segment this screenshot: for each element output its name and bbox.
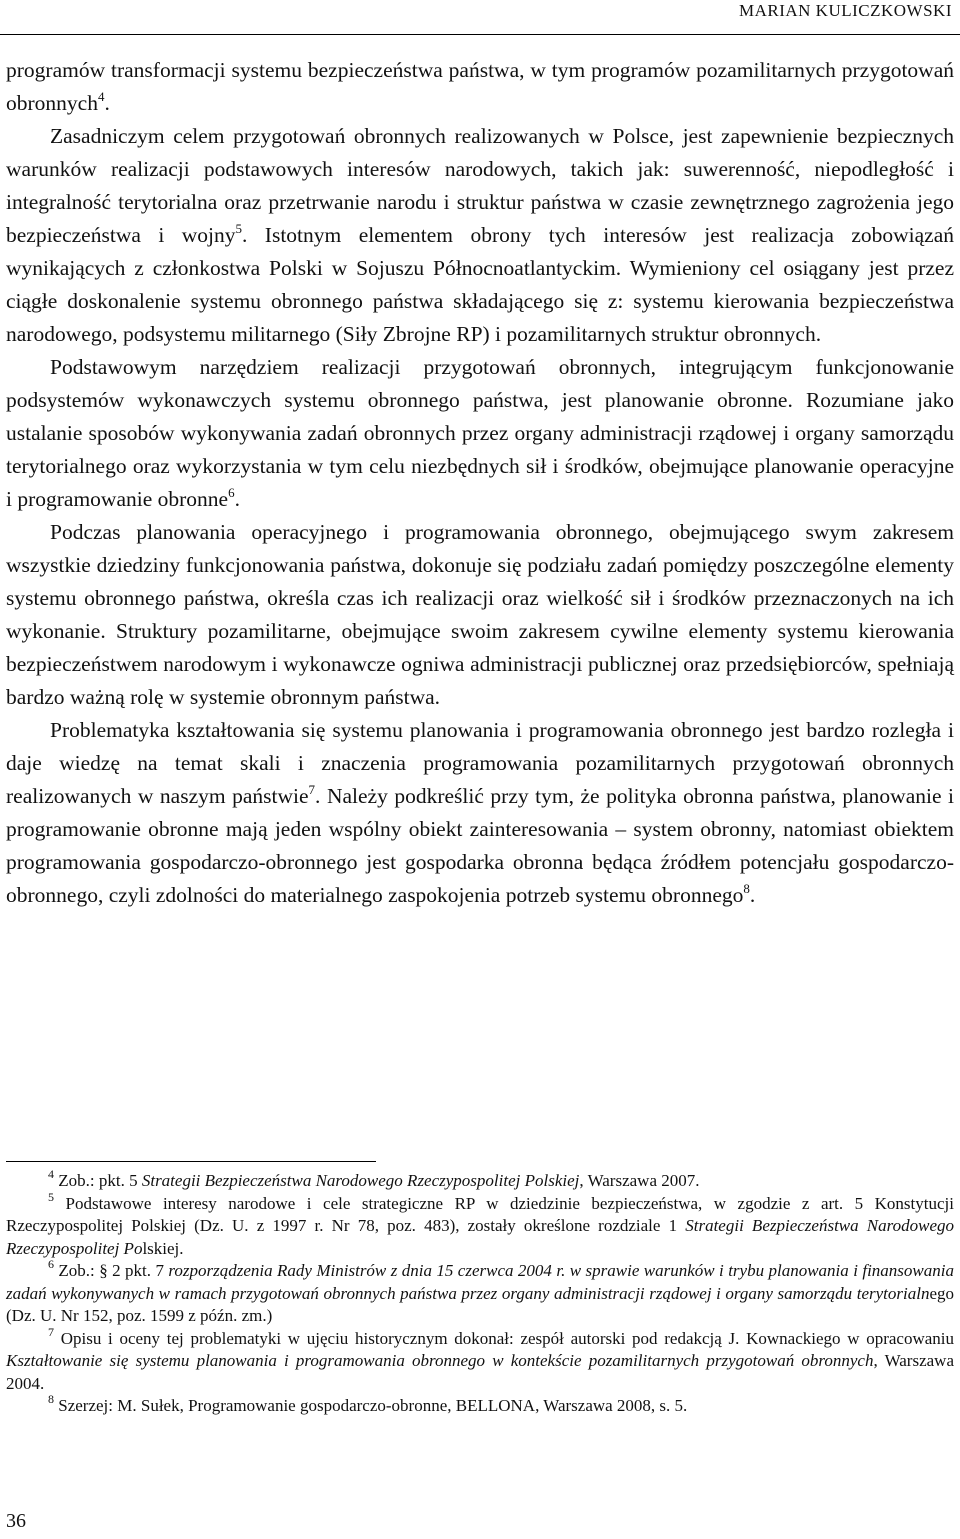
paragraph-4: Podczas planowania operacyjnego i programowania obronnego, obejmującego swym zakresem wszystkie dziedziny funkcjonowania państwa, dokonuje się podziału zadań pomiędzy poszczególne elementy systemu obronnego państwa, określa czas ich realizacji oraz wielkość sił i środków przeznaczonych na ich wykonanie. Struktury pozamilitarne, obejmujące swoim zakresem cywilne elementy systemu kierowania bezpieczeństwem narodowym i wykonawcze ogniwa administracji publicznej oraz przedsiębiorców, spełniają bardzo ważną rolę w systemie obronnym państwa. xyxy=(6,520,954,709)
page-number: 36 xyxy=(6,1510,26,1532)
paragraph-1: programów transformacji systemu bezpieczeństwa państwa, w tym programów pozamilitarnych przygotowań obronnych$^4$. xyxy=(6,58,954,115)
footnote-5: $^5$ Podstawowe interesy narodowe i cele strategiczne RP w dziedzinie bezpieczeństwa, w zgodzie z art. 5 Konstytucji Rzeczypospolitej Polskiej (Dz. U. z 1997 r. Nr 78, poz. 483), zostały określone rozdziale 1 Strategii Bezpieczeństwa Narodowego Rzeczypospolitej Polskiej. xyxy=(6,1189,954,1258)
footnote-ref-5[interactable]: 5 xyxy=(235,220,242,236)
paragraph-5: Problematyka kształtowania się systemu planowania i programowania obronnego jest bardzo rozległa i daje wiedzę na temat skali i znaczenia programowania pozamilitarnych przygotowań obronnych realizowanych w naszym państwie$^7$. Należy podkreślić przy tym, że polityka obronna państwa, planowanie i programowanie obronne mają jeden wspólny obiekt zainteresowania – system obronny, natomiast obiektem programowania gospodarczo-obronnego jest gospodarka obronna będąca źródłem potencjału gospodarczo-obronnego, czyli zdolności do materialnego zaspokojenia potrzeb systemu obronnego$^8$. xyxy=(6,718,954,907)
footnote-separator xyxy=(6,1161,376,1162)
paragraph-2: Zasadniczym celem przygotowań obronnych realizowanych w Polsce, jest zapewnienie bezpiecznych warunków realizacji podstawowych interesów narodowych, takich jak: suwerenność, niepodległość i integralność terytorialna oraz przetrwanie narodu i struktur państwa w czasie zewnętrznego zagrożenia jego bezpieczeństwa i wojny$^5$. Istotnym elementem obrony tych interesów jest realizacja zobowiązań wynikających z członkostwa Polski w Sojuszu Północnoatlantyckim. Wymieniony cel osiągany jest przez ciągłe doskonalenie systemu obronnego państwa składającego się z: systemu kierowania bezpieczeństwa narodowego, podsystemu militarnego (Siły Zbrojne RP) i pozamilitarnych struktur obronnych. xyxy=(6,124,954,346)
footnote-6: $^6$ Zob.: § 2 pkt. 7 rozporządzenia Rady Ministrów z dnia 15 czerwca 2004 r. w sprawie warunków i trybu planowania i finansowania zadań wykonywanych w ramach przygotowań obronnych państwa przez organy administracji rządowej i organy samorządu terytorialnego (Dz. U. Nr 152, poz. 1599 z późn. zm.) xyxy=(6,1257,954,1325)
footnote-7: $^7$ Opisu i oceny tej problematyki w ujęciu historycznym dokonał: zespół autorski pod redakcją J. Kownackiego w opracowaniu Kształtowanie się systemu planowania i programowania obronnego w kontekście pozamilitarnych przygotowań obronnych, Warszawa 2004. xyxy=(6,1324,954,1393)
footnote-8: $^8$ Szerzej: M. Sułek, Programowanie gospodarczo-obronne, BELLONA, Warszawa 2008, s. 5. xyxy=(48,1392,688,1415)
footnotes xyxy=(6,1167,954,1418)
footnote-ref-4[interactable]: 4 xyxy=(97,88,105,104)
footnote-4: $^4$ Zob.: pkt. 5 Strategii Bezpieczeństwa Narodowego Rzeczypospolitej Polskiej, Warszawa 2007. xyxy=(48,1167,700,1190)
footnote-ref-6[interactable]: 6 xyxy=(228,484,235,500)
paragraph-3: Podstawowym narzędziem realizacji przygotowań obronnych, integrującym funkcjonowanie podsystemów wykonawczych systemu obronnego państwa, jest planowanie obronne. Rozumiane jako ustalanie sposobów wykonywania zadań obronnych przez organy administracji rządowej i organy samorządu terytorialnego oraz wykorzystania w tym celu niezbędnych sił i środków, obejmujące planowanie operacyjne i programowanie obronne$^6$. xyxy=(6,355,954,511)
footnote-ref-8[interactable]: 8 xyxy=(743,880,750,896)
running-head xyxy=(0,0,960,35)
main-text xyxy=(6,54,954,912)
running-head-author: MARIAN KULICZKOWSKI xyxy=(738,1,952,20)
footnote-ref-7[interactable]: 7 xyxy=(308,781,316,797)
